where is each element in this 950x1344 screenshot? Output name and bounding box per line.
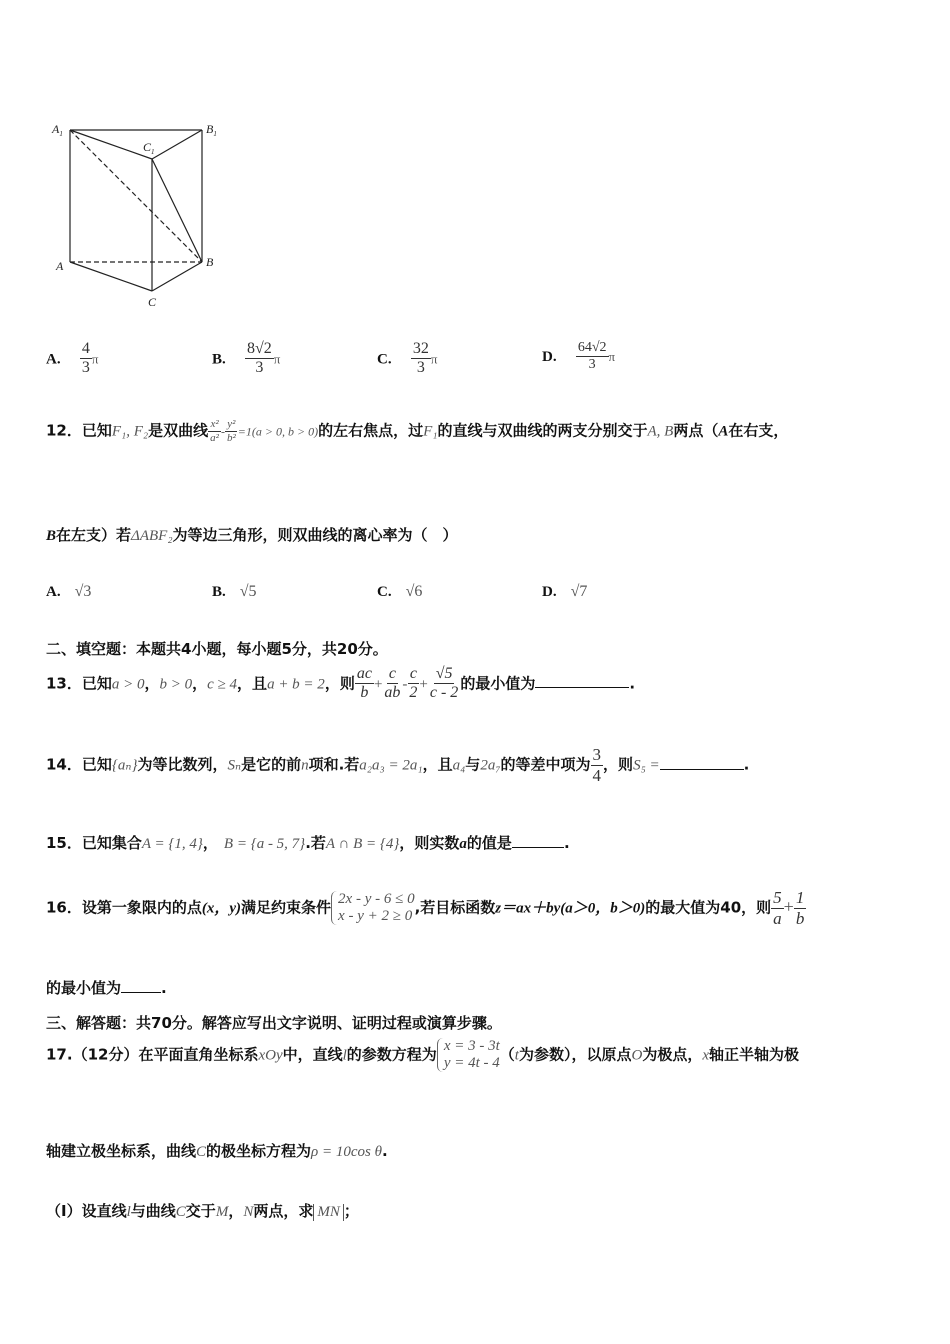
- q11-option-a: A. $\frac{4}{3}$ π: [46, 340, 99, 377]
- label-c: C: [148, 295, 157, 309]
- q11-option-c: C. $\frac{32}{3}$ π: [377, 340, 438, 377]
- label-c1: $C_1$: [143, 140, 155, 156]
- label-b1: $B_1$: [206, 122, 217, 138]
- label-a1: $A_1$: [52, 122, 63, 138]
- q12-line2: B在左支）若ΔABF₂为等边三角形，则双曲线的离心率为（ ）: [46, 526, 458, 544]
- q12-option-b: B. √5: [212, 583, 257, 600]
- q16-constraints: 2x - y - 6 ≤ 0 x - y + 2 ≥ 0: [331, 891, 415, 925]
- q17-line1: 17.（12分）在平面直角坐标系xOy中，直线l的参数方程为 x = 3 - 3t y = 4t - 4 （t为参数），以原点O为极点，x轴正半轴为极: [46, 1038, 800, 1071]
- q11-option-d: D. $\frac{64√2}{3}$ π: [542, 340, 616, 373]
- edge-c1-b1: [152, 130, 202, 159]
- edge-c1-b: [152, 159, 202, 262]
- q12-option-c: C. √6: [377, 583, 423, 600]
- label-b: B: [206, 255, 214, 269]
- q11-option-b: B. $\frac{8√2}{3}$ π: [212, 340, 281, 377]
- q13-answer-blank[interactable]: [535, 673, 629, 688]
- q12-line1: 12．已知F₁, F₂是双曲线 $\frac{\text{x²}}{\text{a²}}$ - $\frac{\text{y²}}{\text{b²}}$ =1(a > 0, b > 0)的左右焦点，过F₁的直线与双曲线的两支分别交于A, B两点（A在右支，: [46, 418, 789, 444]
- edge-a1-b-hidden: [70, 130, 202, 262]
- q16-answer-blank[interactable]: [121, 978, 161, 993]
- q12-option-d: D. √7: [542, 583, 588, 600]
- q16: 16．设第一象限内的点(x，y)满足约束条件 2x - y - 6 ≤ 0 x - y + 2 ≥ 0 ,若目标函数z＝ax＋by(a＞0，b＞0)的最大值为40，则 $\frac{5}{a}$ + $\frac{1}{b}$: [46, 888, 805, 928]
- q16-line2: 的最小值为 .: [46, 979, 167, 997]
- q14-answer-blank[interactable]: [660, 755, 744, 770]
- q13: 13．已知a > 0，b > 0，c ≥ 4，且a + b = 2，则 $\frac{ac}{b}$ + $\frac{c}{ab}$ - $\frac{c}{2}$ + $\frac{√5}{c - 2}$ 的最小值为 .: [46, 665, 636, 702]
- edge-a1-c1: [70, 130, 152, 159]
- q12-option-a: A. √3: [46, 583, 92, 600]
- edge-a-c: [70, 262, 152, 291]
- q15-answer-blank[interactable]: [512, 833, 564, 848]
- q15: 15．已知集合A = {1, 4}， B = {a - 5, 7}.若A ∩ B = {4}，则实数a的值是 .: [46, 834, 570, 852]
- edge-c-b: [152, 262, 202, 291]
- section-2-heading: 二、填空题：本题共4小题，每小题5分，共20分。: [46, 640, 388, 658]
- q14: 14．已知{aₙ}为等比数列，Sₙ是它的前n项和.若a₂a₃ = 2a₁，且a₄与2a₇的等差中项为 $\frac{3}{4}$ ，则S₅ = .: [46, 745, 750, 785]
- q17-part1: （Ⅰ）设直线l与曲线C交于M，N两点，求 MN ；: [46, 1202, 359, 1220]
- q17-line2: 轴建立极坐标系，曲线C的极坐标方程为ρ = 10cos θ.: [46, 1142, 388, 1160]
- q17-param-eq: x = 3 - 3t y = 4t - 4: [437, 1038, 500, 1072]
- prism-figure: [40, 115, 240, 315]
- label-a: A: [56, 259, 64, 273]
- section-3-heading: 三、解答题：共70分。解答应写出文字说明、证明过程或演算步骤。: [46, 1014, 502, 1032]
